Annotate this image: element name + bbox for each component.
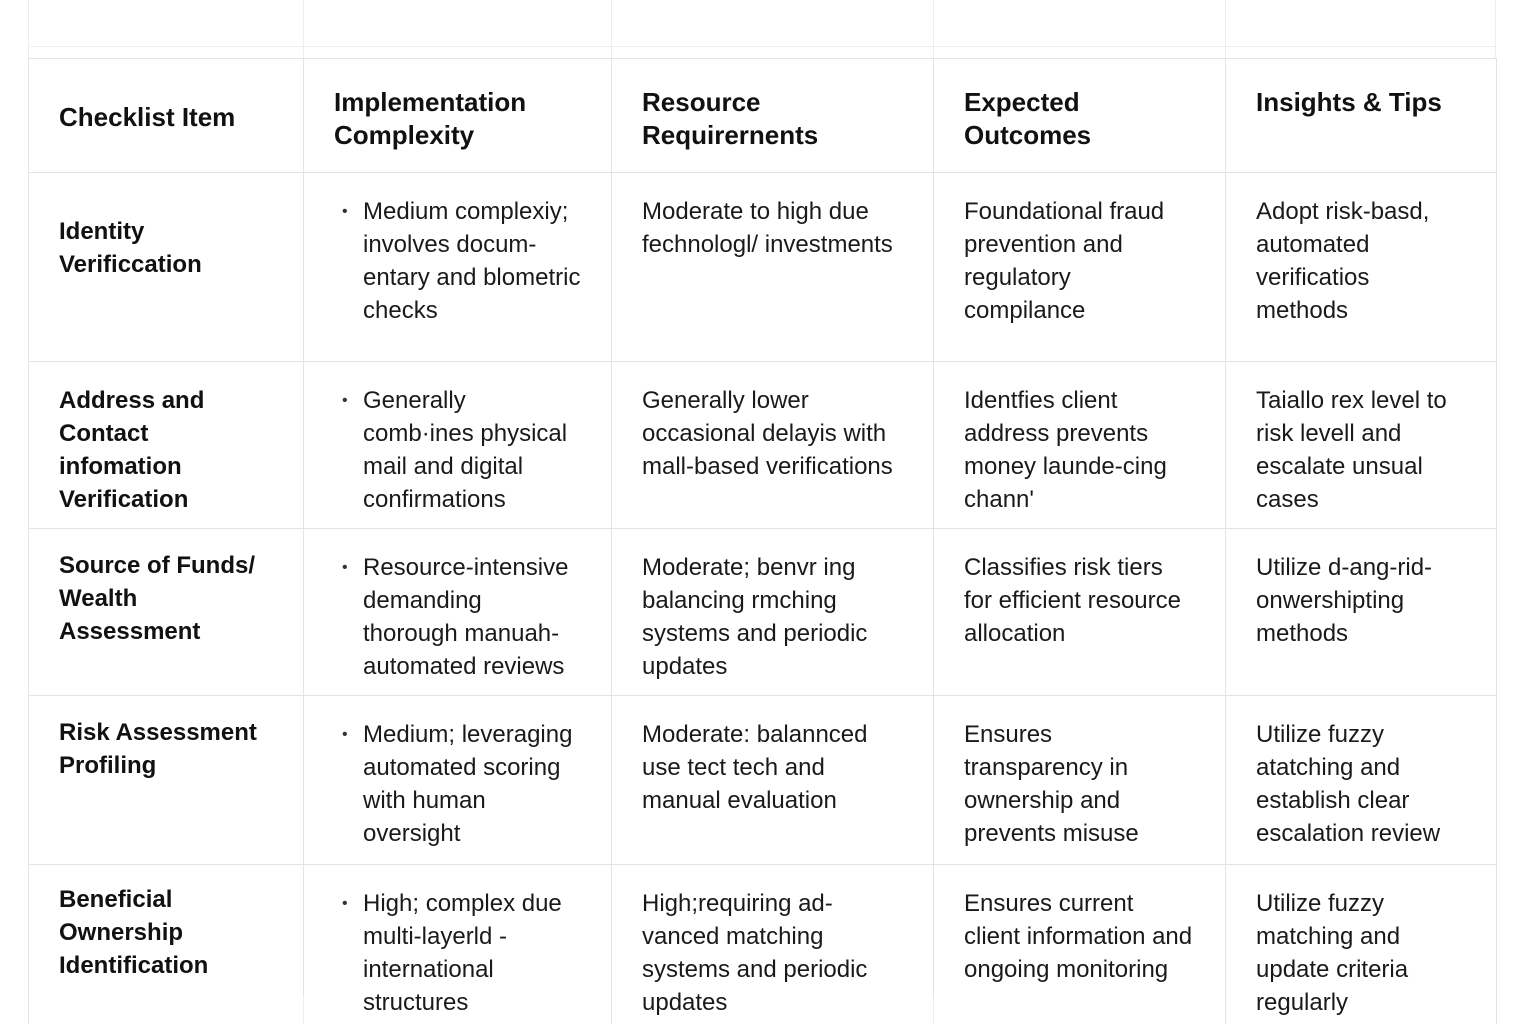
top-grid-decoration	[28, 0, 1496, 58]
bottom-grid-decoration	[28, 996, 1496, 1024]
grid-line	[28, 0, 29, 58]
tips-cell: Taiallo rex level to risk levell and escalate unsual cases	[1226, 362, 1497, 529]
resources-cell: Moderate; benvr ing balancing rmching systems and periodic updates	[612, 529, 934, 696]
resources-cell: Moderate: balannced use tect tech and manual evaluation	[612, 696, 934, 865]
outcomes-cell: Ensures transparency in ownership and prevents misuse	[934, 696, 1226, 865]
checklist-item-cell: Identity Verificcation	[29, 173, 304, 362]
resources-cell: Generally lower occasional delayis with mall-based verifications	[612, 362, 934, 529]
outcomes-cell: Classifies risk tiers for efficient resource allocation	[934, 529, 1226, 696]
header-insights-tips: Insights & Tips	[1226, 59, 1497, 173]
tips-cell: Adopt risk-basd, automated verificatios methods	[1226, 173, 1497, 362]
grid-line	[1495, 0, 1496, 58]
complexity-cell: • Resource-intensive demanding thorough manuah-automated reviews	[304, 529, 612, 696]
grid-line	[1225, 0, 1226, 58]
checklist-item-cell: Address and Contact infomation Verification	[29, 362, 304, 529]
header-expected-outcomes: Expected Outcomes	[934, 59, 1226, 173]
resources-cell: High;requiring ad-vanced matching systems and periodic updates	[612, 865, 934, 1024]
outcomes-cell: Foundational fraud prevention and regulatory compilance	[934, 173, 1226, 362]
checklist-item-cell: Risk Assessment Profiling	[29, 696, 304, 865]
resources-cell: Moderate to high due fechnologl/ investments	[612, 173, 934, 362]
tips-cell: Utilize d-ang-rid-onwershipting methods	[1226, 529, 1497, 696]
complexity-cell: • Medium complexiy; involves docum-entary and blometric checks	[304, 173, 612, 362]
grid-line	[611, 0, 612, 58]
header-implementation-complexity: Implementation Complexity	[304, 59, 612, 173]
complexity-cell: • High; complex due multi-layerld - international structures	[304, 865, 612, 1024]
table-row	[29, 529, 1497, 696]
grid-line	[303, 996, 304, 1024]
checklist-item-cell: Source of Funds/ Wealth Assessment	[29, 529, 304, 696]
checklist-item-cell: Beneficial Ownership Identification	[29, 865, 304, 1024]
grid-line	[933, 996, 934, 1024]
table-row	[29, 696, 1497, 865]
grid-line	[303, 0, 304, 58]
complexity-cell: • Generally comb·ines physical mail and digital confirmations	[304, 362, 612, 529]
outcomes-cell: Identfies client address prevents money launde-cing chann'	[934, 362, 1226, 529]
complexity-cell: • Medium; leveraging automated scoring with human oversight	[304, 696, 612, 865]
tips-cell: Utilize fuzzy atatching and establish clear escalation review	[1226, 696, 1497, 865]
table-row	[29, 362, 1497, 529]
tips-cell: Utilize fuzzy matching and update criteria regularly	[1226, 865, 1497, 1024]
header-resource-requirements: Resource Requirernents	[612, 59, 934, 173]
table-row	[29, 173, 1497, 362]
grid-line	[28, 46, 1496, 47]
table-header-row	[29, 59, 1497, 173]
grid-line	[933, 0, 934, 58]
header-checklist-item: Checklist Item	[29, 59, 304, 173]
outcomes-cell: Ensures current client information and ongoing monitoring	[934, 865, 1226, 1024]
checklist-table	[28, 58, 1497, 1024]
